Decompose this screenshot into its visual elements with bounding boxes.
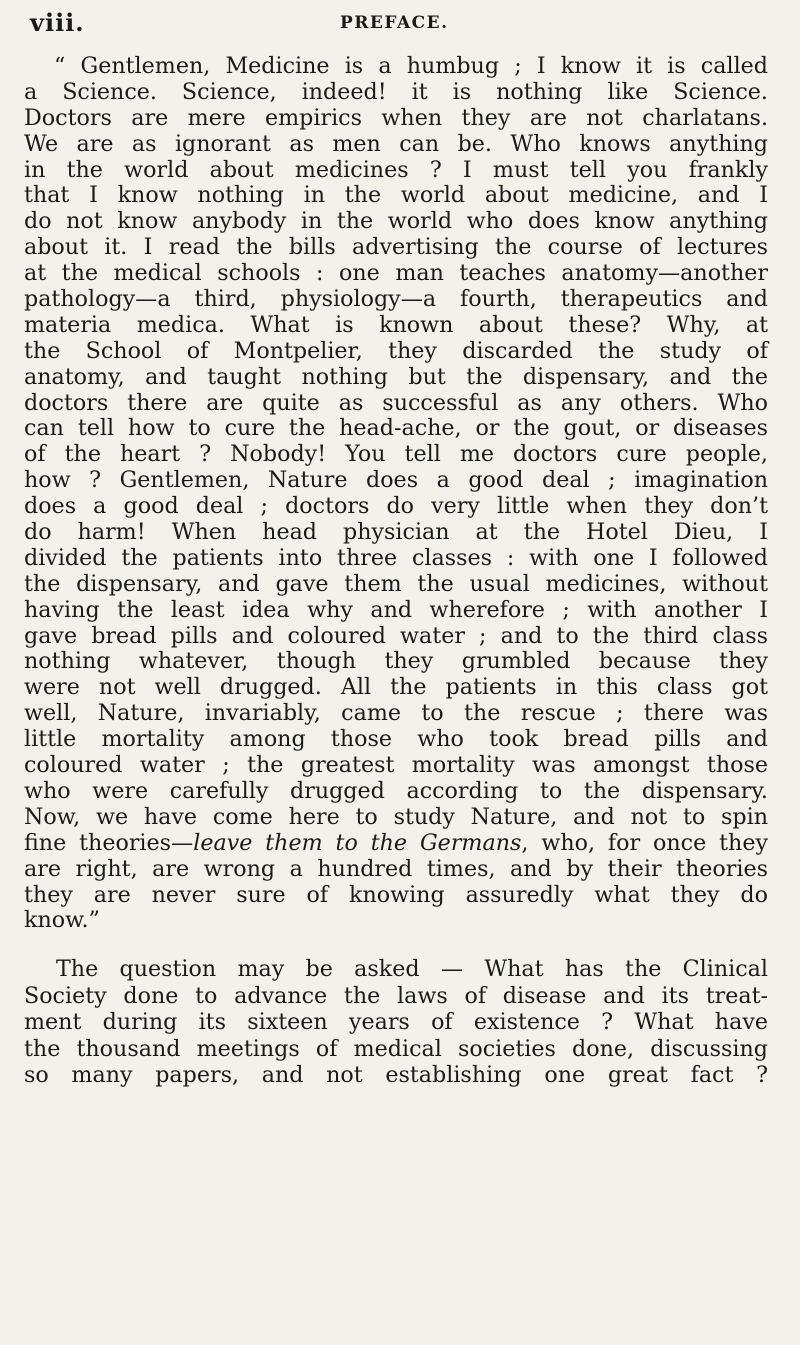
text-segment: , who, for once they: [521, 829, 768, 856]
text-line: Doctors are mere empirics when they are not charlatans.: [24, 104, 768, 131]
text-line: do not know anybody in the world who does know anything: [24, 208, 768, 235]
text-line: Now, we have come here to study Nature, and not to spin: [24, 803, 768, 830]
text-line: a Science. Science, indeed! it is nothing like Science.: [24, 78, 768, 105]
running-head: PREFACE.: [340, 13, 449, 33]
text-line: were not well drugged. All the patients in this class got: [24, 674, 768, 701]
text-line: having the least idea why and wherefore ; with another I: [24, 596, 768, 623]
text-line: materia medica. What is known about these? Why, at: [24, 311, 768, 338]
text-line: divided the patients into three classes : with one I followed: [24, 544, 768, 571]
text-line: are right, are wrong a hundred times, and by their theories: [24, 855, 768, 882]
text-line: at the medical schools : one man teaches anatomy—another: [24, 260, 768, 287]
text-line: [24, 831, 768, 857]
text-line: they are never sure of knowing assuredly what they do: [24, 881, 768, 908]
text-line: anatomy, and taught nothing but the dispensary, and the: [24, 363, 768, 390]
text-line: the School of Montpelier, they discarded the study of: [24, 337, 768, 364]
quote-paragraph: [24, 54, 768, 934]
paragraph: [24, 956, 768, 1089]
page-number: viii.: [30, 8, 85, 37]
text-line: ment during its sixteen years of existence ? What have: [24, 1009, 768, 1036]
text-line: The question may be asked — What has the Clinical: [56, 956, 768, 983]
text-line: can tell how to cure the head-ache, or the gout, or diseases: [24, 415, 768, 442]
text-line: know.”: [24, 907, 100, 934]
text-line: who were carefully drugged according to the dispensary.: [24, 777, 768, 804]
text-line: coloured water ; the greatest mortality was amongst those: [24, 752, 768, 779]
italic-phrase: leave them to the Germans: [193, 829, 522, 856]
text-line: doctors there are quite as successful as any others. Who: [24, 389, 768, 416]
text-line: We are as ignorant as men can be. Who knows anything: [24, 130, 768, 157]
text-line: gave bread pills and coloured water ; and to the third class: [24, 622, 768, 649]
text-line: Society done to advance the laws of disease and its treat-: [24, 982, 768, 1009]
body-text: [24, 54, 768, 1089]
text-line: does a good deal ; doctors do very little when they don’t: [24, 493, 768, 520]
text-line: that I know nothing in the world about medicine, and I: [24, 182, 768, 209]
paragraph-gap: [24, 934, 768, 956]
text-line: of the heart ? Nobody! You tell me doctors cure people,: [24, 441, 768, 468]
text-line: well, Nature, invariably, came to the rescue ; there was: [24, 700, 768, 727]
text-segment: fine theories—: [24, 829, 194, 856]
text-line: little mortality among those who took bread pills and: [24, 726, 768, 753]
text-line: do harm! When head physician at the Hotel Dieu, I: [24, 519, 768, 546]
text-line: the dispensary, and gave them the usual medicines, without: [24, 570, 768, 597]
page-header: [0, 8, 800, 44]
text-line: pathology—a third, physiology—a fourth, therapeutics and: [24, 286, 768, 313]
text-line: the thousand meetings of medical societies done, discussing: [24, 1035, 768, 1062]
text-line: so many papers, and not establishing one great fact ?: [24, 1062, 768, 1089]
text-line: nothing whatever, though they grumbled because they: [24, 648, 768, 675]
text-line: in the world about medicines ? I must tell you frankly: [24, 156, 768, 183]
text-line: “ Gentlemen, Medicine is a humbug ; I know it is called: [54, 53, 768, 79]
text-line: how ? Gentlemen, Nature does a good deal ; imagination: [24, 467, 768, 494]
text-line: about it. I read the bills advertising the course of lectures: [24, 234, 768, 261]
